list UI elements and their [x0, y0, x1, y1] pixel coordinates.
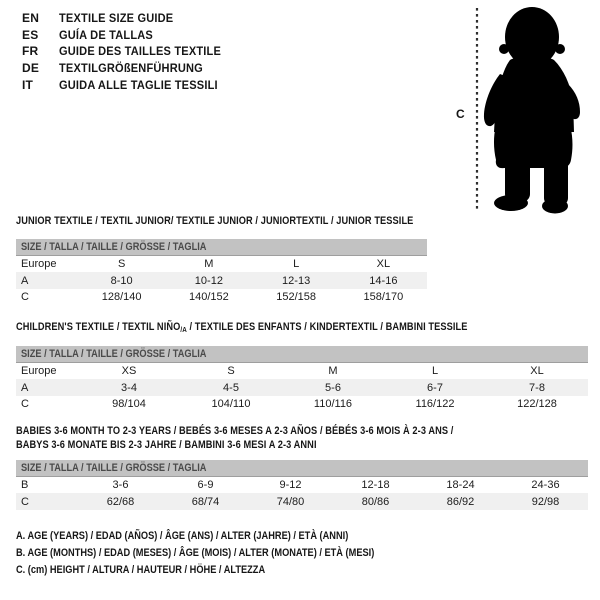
row-label: C	[21, 495, 29, 508]
language-label: TEXTILGRÖßENFÜHRUNG	[59, 61, 203, 76]
section-title-babies-line2: BABYS 3-6 MONATE BIS 2-3 JAHRE / BAMBINI 3-6 MESI A 2-3 ANNI	[16, 439, 317, 451]
row-value: 6-7	[427, 381, 443, 394]
language-row	[22, 10, 235, 27]
table-row	[16, 289, 427, 305]
row-value: 122/128	[517, 397, 557, 410]
row-value: 80/86	[361, 495, 390, 508]
babies-size-table	[16, 460, 588, 510]
language-row	[22, 76, 235, 93]
row-value: 116/122	[415, 397, 455, 410]
row-value: S	[117, 258, 126, 271]
junior-size-table	[16, 239, 427, 305]
row-value: 110/116	[313, 397, 353, 410]
height-marker-label: C	[456, 107, 465, 121]
nino-a-subscript: /A	[180, 325, 187, 334]
row-value: 98/104	[112, 397, 146, 410]
footnote-text: C. (cm) HEIGHT / ALTURA / HAUTEUR / HÖHE / ALTEZZA	[16, 564, 266, 577]
language-label: TEXTILE SIZE GUIDE	[59, 11, 174, 26]
section-title-babies	[16, 424, 537, 452]
size-header-bar	[16, 346, 588, 363]
footnote-line	[16, 547, 443, 564]
row-value: 6-9	[197, 479, 214, 492]
row-value: 12-18	[361, 479, 390, 492]
row-value: 62/68	[106, 495, 135, 508]
row-value: 86/92	[446, 495, 475, 508]
footnote-line	[16, 564, 443, 581]
row-value: L	[431, 365, 439, 378]
height-figure	[448, 0, 600, 220]
toddler-silhouette-shapes	[484, 7, 580, 214]
row-value: XL	[530, 365, 544, 378]
row-value: 24-36	[531, 479, 560, 492]
row-label: B	[21, 479, 29, 492]
row-value: 10-12	[194, 274, 223, 287]
size-header-label: SIZE / TALLA / TAILLE / GRÖSSE / TAGLIA	[21, 462, 207, 474]
size-header-label: SIZE / TALLA / TAILLE / GRÖSSE / TAGLIA	[21, 241, 207, 253]
section-title-babies-line1: BABIES 3-6 MONTH TO 2-3 YEARS / BEBÉS 3-6 MESES A 2-3 AÑOS / BÉBÉS 3-6 MOIS À 2-3 ANS /	[16, 425, 454, 437]
row-value: 14-16	[369, 274, 398, 287]
section-title-junior	[16, 214, 489, 228]
section-title-children	[16, 320, 554, 337]
footnote-line	[16, 530, 443, 547]
table-row	[16, 477, 588, 493]
table-row	[16, 272, 427, 288]
table-row	[16, 396, 588, 412]
row-label: C	[21, 397, 29, 410]
language-code: ES	[22, 27, 39, 42]
row-value: S	[227, 365, 235, 378]
table-row	[16, 493, 588, 509]
row-value: 158/170	[363, 290, 404, 303]
row-label: C	[21, 290, 29, 303]
toddler-silhouette	[448, 0, 600, 220]
row-value: M	[328, 365, 338, 378]
footnote-text: B. AGE (MONTHS) / EDAD (MESES) / ÂGE (MOIS) / ALTER (MONATE) / ETÀ (MESI)	[16, 547, 375, 560]
language-title-list	[22, 10, 235, 93]
row-value: XS	[121, 365, 137, 378]
row-value: 152/158	[276, 290, 316, 303]
row-value: 5-6	[325, 381, 341, 394]
section-title-junior-text: JUNIOR TEXTILE / TEXTIL JUNIOR/ TEXTILE JUNIOR / JUNIORTEXTIL / JUNIOR TESSILE	[16, 215, 414, 227]
row-value: L	[293, 258, 300, 271]
table-row	[16, 363, 588, 379]
row-value: 18-24	[446, 479, 475, 492]
row-value: 3-6	[112, 479, 129, 492]
row-value: 9-12	[279, 479, 302, 492]
language-row	[22, 27, 235, 44]
row-value: 8-10	[110, 274, 133, 287]
language-code: EN	[22, 11, 40, 26]
row-value: 7-8	[529, 381, 545, 394]
row-value: 140/152	[188, 290, 229, 303]
language-row	[22, 60, 235, 77]
language-code: DE	[22, 61, 40, 76]
row-value: 74/80	[276, 495, 305, 508]
children-size-table	[16, 346, 588, 412]
size-header-bar	[16, 239, 427, 256]
row-label: Europe	[21, 365, 57, 378]
row-value: 92/98	[531, 495, 560, 508]
language-code: IT	[22, 77, 34, 92]
table-row	[16, 256, 427, 272]
size-header-bar	[16, 460, 588, 477]
row-value: 3-4	[121, 381, 137, 394]
section-title-children-text: CHILDREN'S TEXTILE / TEXTIL NIÑO/A / TEXTILE DES ENFANTS / KINDERTEXTIL / BAMBINI TESSILE	[16, 321, 468, 334]
footnote-text: A. AGE (YEARS) / EDAD (AÑOS) / ÂGE (ANS) / ALTER (JAHRE) / ETÀ (ANNI)	[16, 530, 349, 542]
row-label: Europe	[21, 258, 57, 271]
language-label: GUIDA ALLE TAGLIE TESSILI	[59, 77, 218, 92]
language-label: GUIDE DES TAILLES TEXTILE	[59, 44, 222, 59]
size-header-label: SIZE / TALLA / TAILLE / GRÖSSE / TAGLIA	[21, 348, 207, 360]
language-label: GUÍA DE TALLAS	[59, 27, 153, 42]
row-value: 4-5	[223, 381, 239, 394]
row-label: A	[21, 381, 29, 394]
row-value: 128/140	[101, 290, 142, 303]
row-value: 12-13	[282, 274, 311, 287]
table-row	[16, 379, 588, 395]
language-row	[22, 43, 235, 60]
row-value: 104/110	[211, 397, 251, 410]
language-code: FR	[22, 44, 39, 59]
footnotes	[16, 530, 443, 582]
row-value: 68/74	[191, 495, 220, 508]
row-label: A	[21, 274, 29, 287]
row-value: XL	[376, 258, 391, 271]
row-value: M	[204, 258, 214, 271]
